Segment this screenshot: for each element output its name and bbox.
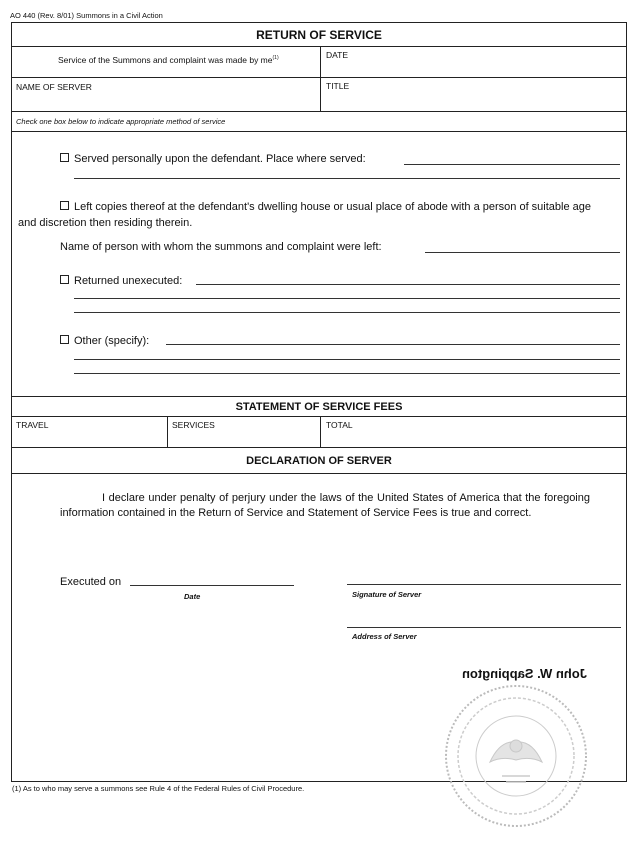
checkbox-left-copies[interactable] [60,201,69,210]
checkbox-returned-unexecuted[interactable] [60,275,69,284]
returned-unexecuted-label: Returned unexecuted: [74,275,183,287]
footnote: (1) As to who may serve a summons see Rule 4 of the Federal Rules of Civil Procedure. [12,784,305,793]
other-option[interactable] [60,335,149,347]
served-personally-label: Served personally upon the defendant. Place where served: [74,153,366,165]
address-line[interactable] [347,627,621,628]
form-id: AO 440 (Rev. 8/01) Summons in a Civil Action [10,11,163,20]
returned-line-3[interactable] [74,312,620,313]
name-of-person-label: Name of person with whom the summons and complaint were left: [60,241,382,253]
rule [12,447,626,448]
rule [12,77,626,78]
place-served-line[interactable] [404,164,620,165]
checkbox-other[interactable] [60,335,69,344]
services-label: SERVICES [172,420,215,430]
court-seal-icon [440,680,592,832]
declaration-text: I declare under penalty of perjury under the laws of the United States of America that the foregoing information contained in the Return of Service and Statement of Service Fees is true and correct. [60,492,590,519]
signature-caption: Signature of Server [352,590,422,599]
column-divider [167,417,168,447]
other-line-1[interactable] [166,344,620,345]
served-personally-option[interactable] [60,153,366,165]
left-copies-option[interactable] [18,199,602,231]
return-of-service-title: RETURN OF SERVICE [256,28,382,42]
name-of-server-label: NAME OF SERVER [16,82,92,92]
signature-line[interactable] [347,584,621,585]
method-instructions: Check one box below to indicate appropriate method of service [16,117,226,126]
signer-name: John W. Sappington [462,666,587,681]
declaration-title: DECLARATION OF SERVER [246,455,392,467]
rule [12,131,626,132]
travel-label: TRAVEL [16,420,49,430]
rule [12,111,626,112]
returned-unexecuted-option[interactable] [60,275,182,287]
date-caption: Date [184,592,201,601]
service-made-by-label [58,55,279,65]
total-label: TOTAL [326,420,353,430]
rule [12,46,626,47]
other-label: Other (specify): [74,335,150,347]
executed-date-line[interactable] [130,585,294,586]
place-served-line-2[interactable] [74,178,620,179]
returned-line-1[interactable] [196,284,620,285]
service-made-by-text: Service of the Summons and complaint was made by me [58,55,273,65]
executed-on-label: Executed on [60,576,122,588]
address-caption: Address of Server [352,632,417,641]
other-line-2[interactable] [74,359,620,360]
left-copies-label: Left copies thereof at the defendant's dwelling house or usual place of abode with a person of suitable age and discretion then residing therein. [18,201,592,229]
name-of-person-line[interactable] [425,252,620,253]
date-label: DATE [326,50,349,60]
rule [12,416,626,417]
rule [12,396,626,397]
column-divider [320,47,321,111]
rule [12,473,626,474]
footnote-ref: (1) [272,55,279,62]
title-label: TITLE [326,81,350,91]
column-divider [320,417,321,447]
checkbox-served-personally[interactable] [60,153,69,162]
returned-line-2[interactable] [74,298,620,299]
fees-title: STATEMENT OF SERVICE FEES [235,401,403,413]
other-line-3[interactable] [74,373,620,374]
